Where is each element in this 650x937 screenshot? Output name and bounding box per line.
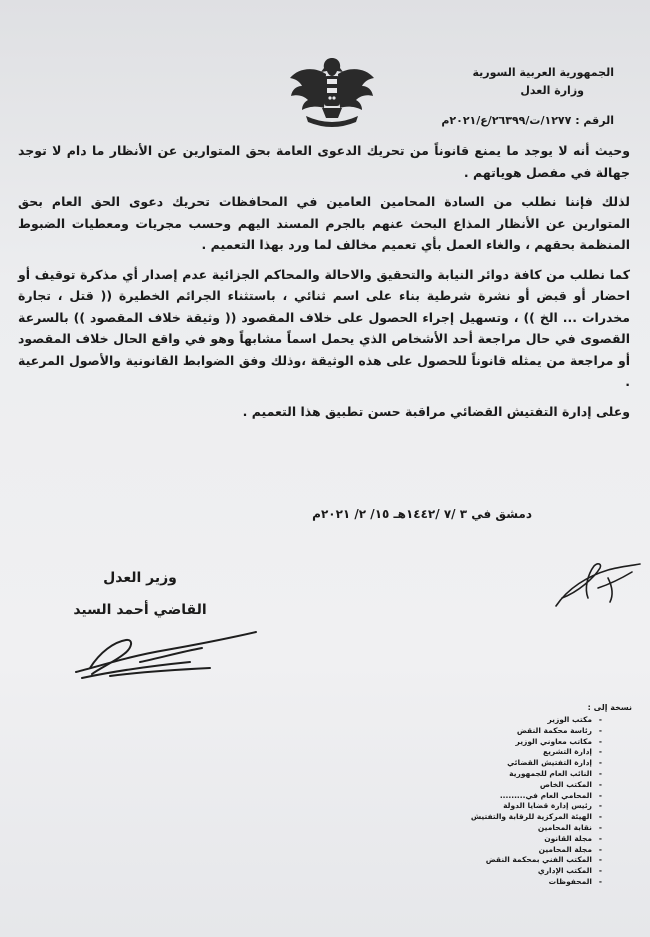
letterhead [414,64,614,100]
copy-recipient: المكتب الإداري - [492,866,592,877]
paragraph-4: وعلى إدارة التفتيش القضائي مراقبة حسن تطبيق هذا التعميم . [242,403,630,419]
copy-recipient: نقابة المحامين - [492,823,592,834]
copy-recipient: إدارة التشريع - [492,747,592,758]
copy-recipient: المكتب الفني بمحكمة النقض - [492,855,592,866]
copy-recipient: المحامي العام في......... - [492,791,592,802]
copy-recipient: مجلة المحامين - [492,845,592,856]
copies-list [470,703,632,888]
copy-recipient: مكاتب معاوني الوزير - [492,737,592,748]
minister-title: وزير العدل [103,570,177,586]
paragraph-2: لذلك فإننا نطلب من السادة المحامين العامين في المحافظات تحريك دعوى الحق العام بحق المتوارين عن الأنظار المذاع البحث عنهم بالجرم المسند اليهم وحسب مجريات ومعطيات الضبوط المنظمة بحقهم ، والغاء العمل بأي تعميم مخالف لما ورد بهذا التعميم . [18,194,630,252]
handwritten-signature-right [548,548,648,618]
syrian-eagle-emblem-icon [286,52,378,132]
copy-recipient: المحفوظات - [492,877,592,888]
paragraph-1: وحيث أنه لا يوجد ما يمنع قانوناً من تحريك الدعوى العامة بحق المتوارين عن الأنظار ما دام لا توجد جهالة في مفصل هوياتهم . [18,143,630,180]
reference-number: الرقم : ١٢٧٧/ت/٢٦٣٩٩/ع/٢٠٢١م [441,114,614,127]
handwritten-signature-left [70,622,260,682]
letter-body [18,140,630,430]
copy-recipient: النائب العام للجمهورية - [492,769,592,780]
minister-name: القاضي أحمد السيد [73,602,207,618]
paragraph-3: كما نطلب من كافة دوائر النيابة والتحقيق والاحالة والمحاكم الجزائية عدم إصدار أي مذكرة توقيف أو احضار أو قبض أو نشرة شرطية بناء على اسم ثنائي ، باستثناء الجرائم الخطيرة (( قتل ، تجارة مخدرات ... الخ )) ، وتسهيل إجراء الحصول على خلاف المقصود (( وثيقة خلاف المقصود )) بالسرعة القصوى في حال مراجعة أحد الأشخاص الذي يحمل اسماً مشابهاً وهو في واقع الحال خلاف المقصود أو مراجعة من يمثله قانوناً للحصول على هذه الوثيقة ،وذلك وفق الضوابط القانونية والأصول المرعية . [18,266,630,389]
copy-recipient: رئاسة محكمة النقض - [492,726,592,737]
copies-title: نسخة إلى : [587,703,632,712]
date-line: دمشق في ٣ /٧ /١٤٤٢هـ ١٥/ ٢/ ٢٠٢١م [312,507,532,521]
copy-recipient: إدارة التفتيش القضائي - [492,758,592,769]
copy-recipient: الهيئة المركزية للرقابة والتفتيش - [492,812,592,823]
copy-recipient: رئيس إدارة قضايا الدولة - [492,801,592,812]
minister-block [60,562,220,626]
ministry-name: وزارة العدل [520,84,584,97]
republic-name: الجمهورية العربية السورية [472,66,614,79]
copy-recipient: مجلة القانون - [492,834,592,845]
copy-recipient: مكتب الوزير - [492,715,592,726]
copy-recipient: المكتب الخاص - [492,780,592,791]
